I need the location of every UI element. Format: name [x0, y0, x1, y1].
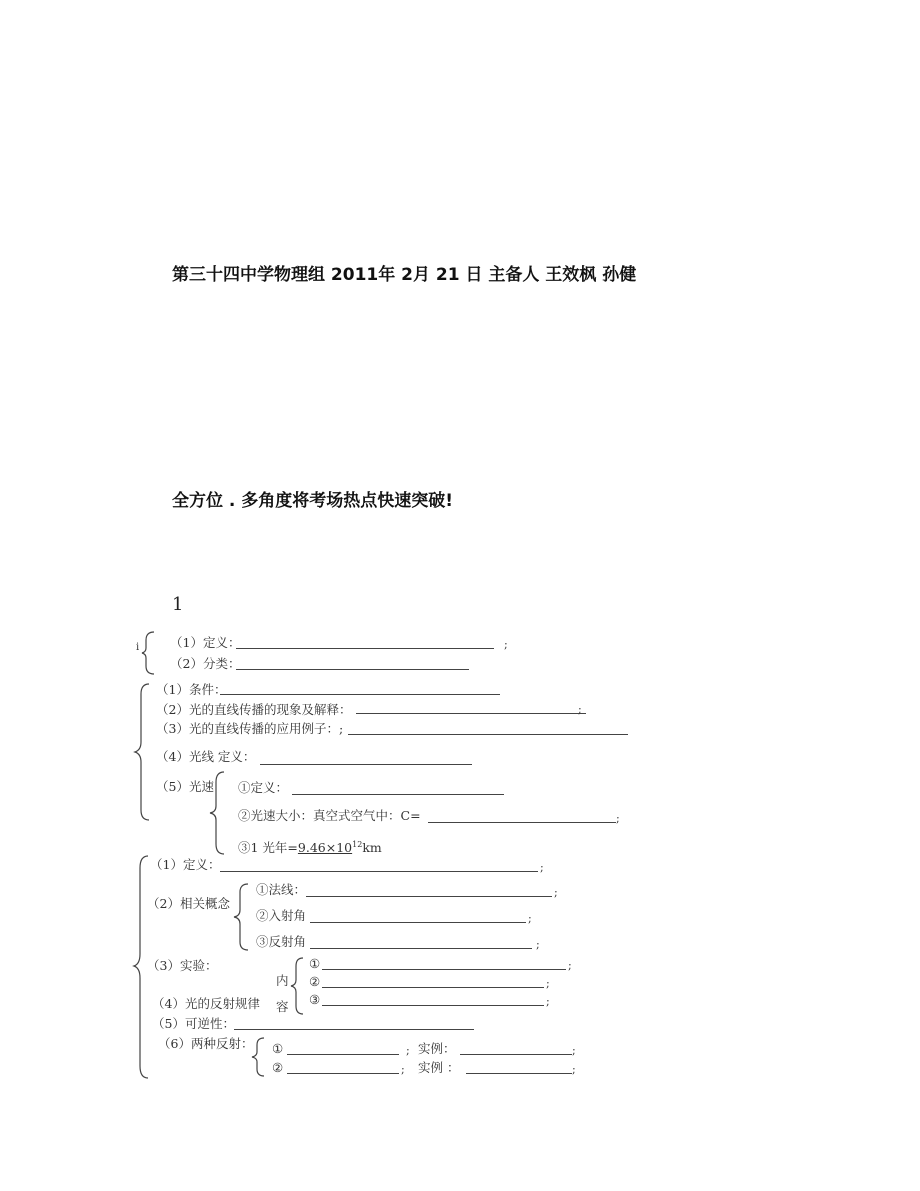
- group2-ray-blank[interactable]: [260, 764, 472, 765]
- concept-reflection-blank[interactable]: [310, 948, 532, 949]
- kind-1-example-blank[interactable]: [460, 1054, 572, 1055]
- light-year-prefix: ③1 光年=: [238, 840, 298, 856]
- group3-two-kinds-label: （6）两种反射：: [158, 1036, 254, 1051]
- group2-phenomenon-end: ;: [578, 703, 582, 716]
- kind-2-example-end: ;: [572, 1063, 576, 1076]
- kind-2-example-label: 实例 ：: [418, 1060, 460, 1075]
- group3-concepts-brace: [232, 882, 252, 952]
- group2-speed-label: （5）光速: [156, 779, 214, 794]
- content-brace: [289, 956, 309, 1018]
- group2-condition-blank[interactable]: [220, 694, 500, 695]
- group3-reversibility-label: （5）可逆性：: [152, 1016, 235, 1031]
- group3-definition-label: （1）定义：: [150, 857, 221, 872]
- two-kinds-brace: [250, 1036, 270, 1080]
- header-line-2: 全方位 . 多角度将考场热点快速突破!: [172, 491, 454, 511]
- content-item-3-label: ③: [309, 992, 321, 1007]
- kind-2-label: ②: [272, 1060, 284, 1075]
- kind-2-blank[interactable]: [287, 1073, 399, 1074]
- kind-1-example-label: 实例：: [418, 1041, 456, 1056]
- concept-normal-label: ①法线：: [256, 882, 307, 897]
- content-item-1-blank[interactable]: [322, 969, 566, 970]
- concept-incidence-label: ②入射角: [256, 908, 307, 923]
- group2-brace: [133, 682, 153, 822]
- concept-reflection-end: ;: [536, 938, 540, 951]
- speed-magnitude-end: ;: [616, 812, 620, 825]
- group2-application-blank[interactable]: [348, 734, 628, 735]
- content-item-2-label: ②: [309, 974, 321, 989]
- content-label-2: 容: [276, 999, 289, 1014]
- kind-2-example-blank[interactable]: [466, 1073, 572, 1074]
- group1-brace: [140, 630, 160, 676]
- content-item-1-end: ;: [568, 959, 572, 972]
- speed-magnitude-label: ②光速大小：真空式空气中：C=: [238, 808, 421, 823]
- kind-1-blank[interactable]: [287, 1054, 399, 1055]
- content-item-2-end: ;: [546, 977, 550, 990]
- group3-experiment-label: （3）实验：: [147, 958, 218, 973]
- group1-side-char: i: [136, 642, 140, 653]
- group3-definition-end: ;: [540, 861, 544, 874]
- group2-phenomenon-label: （2）光的直线传播的现象及解释：: [156, 702, 352, 717]
- group3-concepts-label: （2）相关概念: [147, 896, 230, 911]
- content-label-1: 内: [276, 973, 289, 988]
- concept-reflection-label: ③反射角: [256, 934, 307, 949]
- section-number: 1: [172, 594, 184, 615]
- speed-definition-label: ①定义：: [238, 780, 289, 795]
- concept-incidence-blank[interactable]: [310, 922, 526, 923]
- light-year-unit: km: [362, 840, 382, 856]
- kind-1-label: ①: [272, 1041, 284, 1056]
- group1-definition-label: （1）定义：: [170, 635, 241, 650]
- speed-definition-blank[interactable]: [292, 794, 504, 795]
- light-year-exponent: 12: [352, 840, 363, 849]
- content-item-2-blank[interactable]: [322, 987, 544, 988]
- kind-1-semicolon: ;: [406, 1044, 410, 1057]
- concept-normal-end: ;: [554, 886, 558, 899]
- group1-classification-blank[interactable]: [236, 669, 469, 670]
- light-year-value: 9.46×10: [297, 840, 353, 856]
- group2-phenomenon-blank[interactable]: [356, 713, 586, 714]
- group3-definition-blank[interactable]: [220, 871, 538, 872]
- group1-classification-label: （2）分类：: [170, 656, 241, 671]
- group2-condition-label: （1）条件：: [156, 682, 227, 697]
- kind-2-semicolon: ;: [401, 1063, 405, 1076]
- content-item-3-end: ;: [546, 995, 550, 1008]
- header-line-1: 第三十四中学物理组 2011年 2月 21 日 主备人 王效枫 孙健: [172, 265, 637, 285]
- concept-normal-blank[interactable]: [306, 896, 552, 897]
- kind-1-example-end: ;: [572, 1044, 576, 1057]
- group2-speed-brace: [208, 770, 228, 856]
- concept-incidence-end: ;: [528, 912, 532, 925]
- group3-reversibility-blank[interactable]: [234, 1029, 474, 1030]
- group1-definition-blank[interactable]: [236, 648, 494, 649]
- speed-light-year: [238, 837, 382, 856]
- group1-definition-end: ;: [504, 638, 508, 651]
- speed-magnitude-blank[interactable]: [428, 822, 616, 823]
- content-item-3-blank[interactable]: [322, 1005, 544, 1006]
- content-item-1-label: ①: [309, 956, 321, 971]
- group2-ray-label: （4）光线 定义：: [156, 749, 256, 764]
- group2-application-label: （3）光的直线传播的应用例子：;: [156, 721, 344, 736]
- group3-law-label: （4）光的反射规律: [152, 996, 260, 1011]
